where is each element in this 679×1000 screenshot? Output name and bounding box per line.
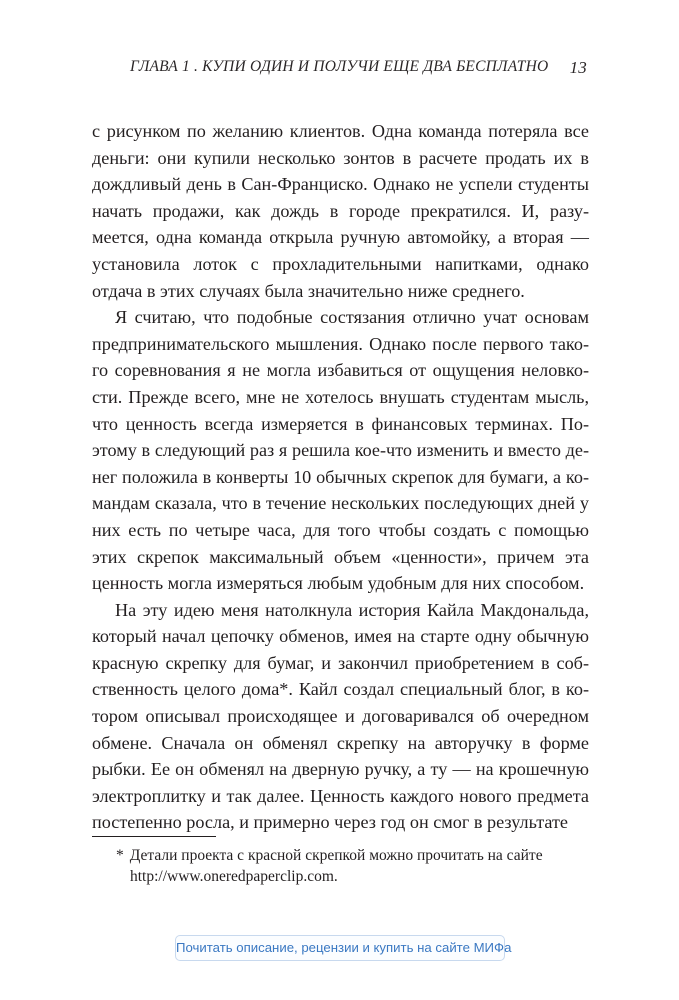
footnote-marker: * (116, 847, 124, 864)
footnote (92, 845, 589, 887)
page-number: 13 (569, 58, 587, 77)
paragraph-2: Я считаю, что подобные состязания отлично учат основам предпринимательского мышления. Однако после первого такого соревнования я не могла избавиться от ощущения неловкости. Прежде всего, мне не хотелось внушать студентам мысль, что ценность всегда измеряется в финансовых терминах. Поэтому в следующий раз я решила кое-что изменить и вместо денег положила в конверты 10 обычных скрепок для бумаги, а командам сказала, что в течение нескольких последующих дней у них есть по четыре часа, для того чтобы создать с помощью этих скрепок максимальный объем «ценности», причем эта ценность могла измеряться любым удобным для них способом. (92, 307, 589, 594)
footnote-divider (92, 836, 216, 837)
footnote-line-1 (92, 845, 589, 866)
promo-link-button[interactable]: Почитать описание, рецензии и купить на сайте МИФа (175, 935, 505, 961)
paragraph-1: с рисунком по желанию клиентов. Одна команда потеряла все деньги: они купили несколько зонтов в расчете продать их в дождливый день в Сан-Франциско. Однако не успели студенты начать продажи, как дождь в городе прекратился. И, разумеется, одна команда открыла ручную автомойку, а вторая — установила лоток с прохладительными напитками, однако отдача в этих случаях была значительно ниже среднего. (92, 121, 589, 301)
running-header (92, 58, 587, 86)
body-text (92, 118, 589, 836)
chapter-title: ГЛАВА 1 . КУПИ ОДИН И ПОЛУЧИ ЕЩЕ ДВА БЕСПЛАТНО (130, 58, 549, 75)
footnote-text: Детали проекта с красной скрепкой можно прочитать на сайте (129, 847, 543, 864)
footnote-url: http://www.oneredpaperclip.com. (130, 868, 338, 885)
paragraph-3: На эту идею меня натолкнула история Кайла Макдональда, который начал цепочку обменов, имея на старте одну обычную красную скрепку для бумаг, и закончил приобретением в собственность целого дома*. Кайл создал специальный блог, в котором описывал происходящее и договаривался об очередном обмене. Сначала он обменял скрепку на авторучку в форме рыбки. Ее он обменял на дверную ручку, а ту — на крошечную электроплитку и так далее. Ценность каждого нового предмета постепенно росла, и примерно через год он смог в результате (92, 599, 589, 833)
